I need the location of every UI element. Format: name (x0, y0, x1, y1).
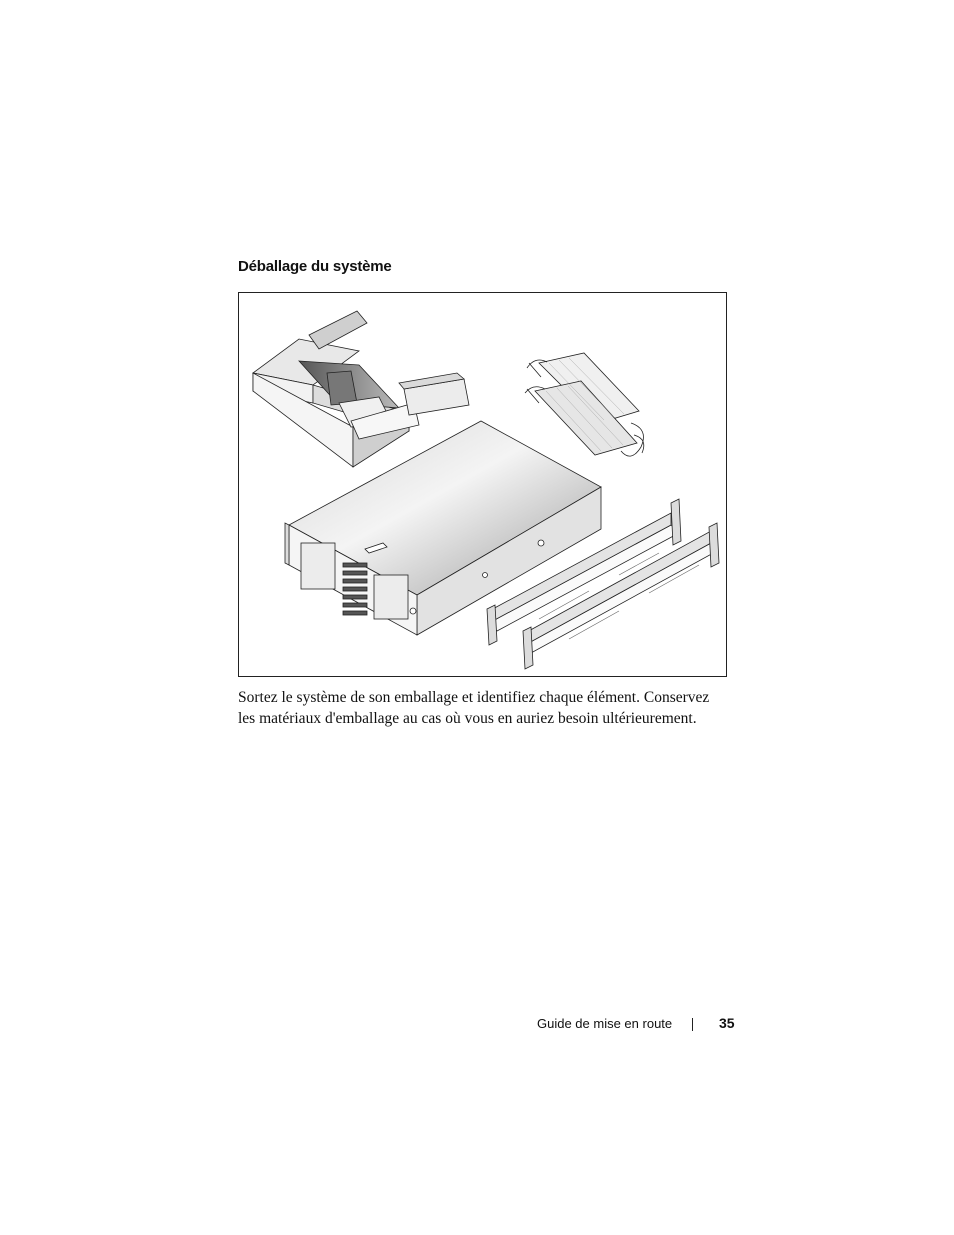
footer-separator (692, 1018, 693, 1031)
instruction-line: Sortez le système de son emballage et identifiez chaque élément. Conservez (238, 689, 710, 706)
footer-guide-title: Guide de mise en route (537, 1016, 673, 1031)
shipping-box (253, 311, 469, 467)
instruction-paragraph (238, 687, 728, 729)
section-heading: Déballage du système (238, 258, 392, 275)
unpacking-illustration (238, 292, 727, 677)
page-number: 35 (719, 1015, 735, 1031)
power-cables (525, 353, 644, 456)
server-chassis (285, 421, 601, 635)
instruction-line: les matériaux d'emballage au cas où vous en auriez besoin ultérieurement. (238, 710, 697, 727)
